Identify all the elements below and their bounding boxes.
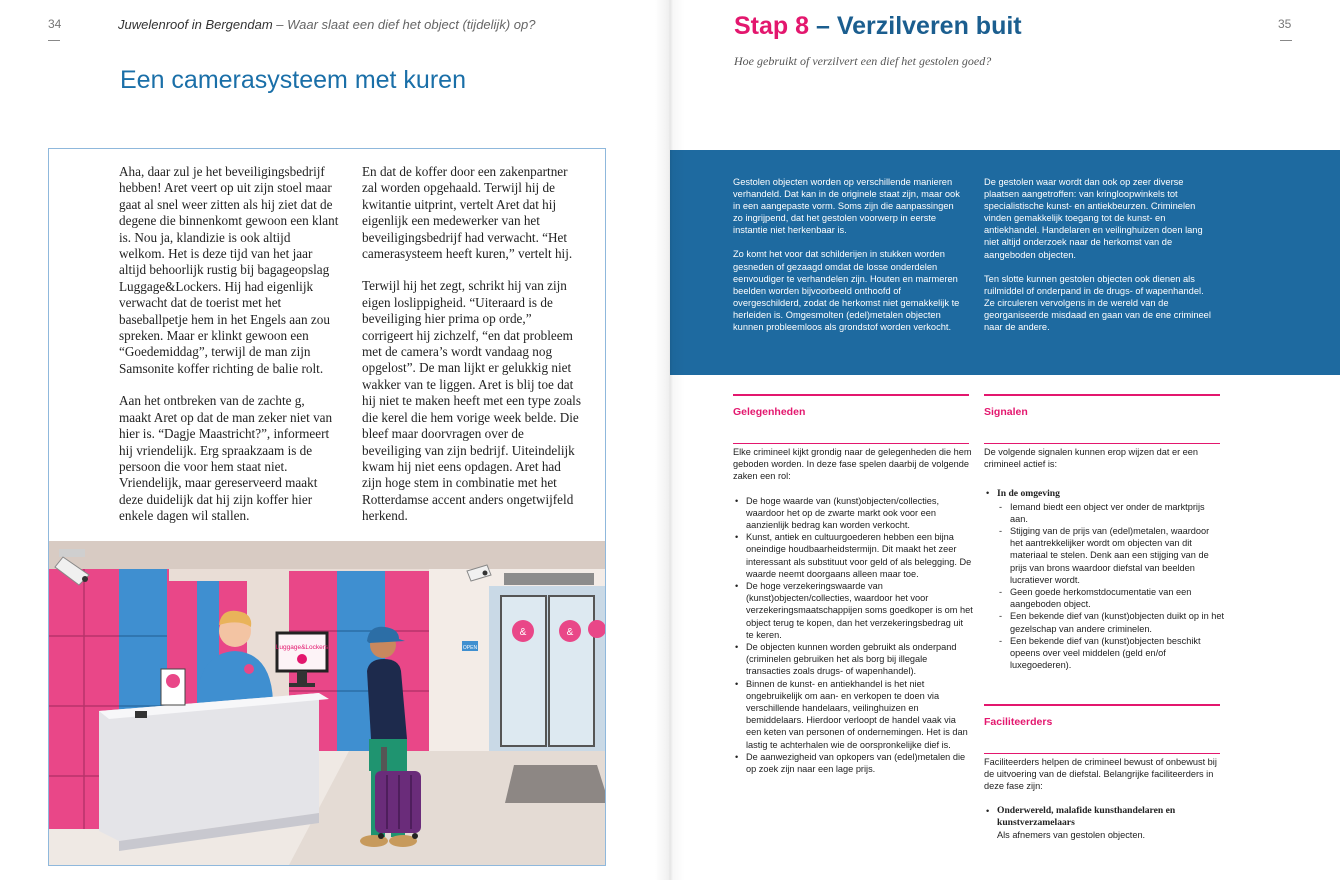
signalen-list — [984, 487, 1224, 671]
story-column-1 — [119, 164, 339, 541]
signalen-sublist — [997, 501, 1224, 672]
svg-text:&: & — [566, 627, 574, 638]
list-item: • Kunst, antiek en cultuurgoederen hebben een bijna oneindige houdbaarheidstermijn. Dit maakt het zeer interessant als substituut voor geld of als belegging. De waarde neemt doorgaans alleen maar toe. — [733, 531, 973, 580]
story-paragraph: Terwijl hij het zegt, schrikt hij van zijn eigen loslippigheid. “Uiteraard is de beveiliging hier prima op orde,” corrigeert hij zichzelf, “en dat probleem met de camera’s wordt vandaag nog opgelost”. De man lijkt er gelukkig niet wakker van te liggen. Aret is blij toe dat hij niet te maken heeft met een type zoals die kerel die hem vorige week belde. Die bleef maar doorvragen over de beveiliging van zijn bedrijf. Uiteindelijk kwam hij niet eens opdagen. Aret had zijn hoge stem in combinatie met het Rotterdamse accent anders ongetwijfeld herkend. — [362, 278, 581, 524]
list-item: - Geen goede herkomstdocumentatie van een aangeboden object. — [997, 586, 1224, 610]
intro-column-2 — [984, 176, 1216, 345]
list-item: • De hoge waarde van (kunst)objecten/collecties, waardoor het op de zwarte markt ook voor een aanzienlijk bedrag kan worden verkocht. — [733, 495, 973, 532]
section-header-gelegenheden — [733, 394, 969, 444]
intro-paragraph: Ten slotte kunnen gestolen objecten ook dienen als ruilmiddel of onderpand in de drugs- of wapenhandel. Ze circuleren vervolgens in de wereld van de georganiseerde misdaad en gaan van de ene crimineel naar de andere. — [984, 273, 1211, 333]
faciliteerder-title: • Onderwereld, malafide kunsthandelaren en kunstverzamelaars — [997, 804, 1176, 828]
section-rule — [733, 394, 969, 396]
list-item: - Stijging van de prijs van (edel)metalen, waardoor het aantrekkelijker wordt om objecten van dit materiaal te stelen. Denk aan een stijging van de prijs van brons waardoor diefstal van beelden lucratiever wordt. — [997, 525, 1224, 586]
step-label: Stap 8 — [734, 12, 810, 40]
section-heading: Faciliteerders — [984, 716, 1053, 728]
page-number-right: 35 — [1278, 17, 1292, 31]
svg-text:OPEN: OPEN — [462, 645, 478, 651]
intro-paragraph: Zo komt het voor dat schilderijen in stukken worden gesneden of gezaagd omdat de losse onderdelen eenvoudiger te verhandelen zijn. Houten en marmeren beelden worden bijvoorbeeld onthoofd of overgeschilderd, zodat de herkomst niet gemakkelijk te herleiden is. Omgesmolten (edel)metalen objecten kunnen probleemloos als grondstof worden verkocht. — [733, 249, 960, 333]
section-header-faciliteerders — [984, 704, 1220, 754]
signalen-group-label: In de omgeving — [997, 488, 1060, 500]
faciliteerders-intro: Faciliteerders helpen de crimineel bewust of onbewust bij de uitvoering van de diefstal. Belangrijke faciliteerders in deze fase zijn: — [984, 757, 1217, 792]
svg-text:Luggage&Lockers: Luggage&Lockers — [275, 644, 329, 651]
gelegenheden-body — [733, 446, 973, 775]
signalen-intro: De volgende signalen kunnen erop wijzen dat er een crimineel actief is: — [984, 447, 1199, 470]
gelegenheden-list — [733, 495, 973, 776]
section-heading: Signalen — [984, 406, 1028, 418]
intro-paragraph: De gestolen waar wordt dan ook op zeer diverse plaatsen aangetroffen: van kringloopwinkels tot specialistische kunst- en antiekbeurzen. Criminelen vinden gemakkelijk toegang tot de kunst- en antiekhandel. Handelaren en veilinghuizen doen lang niet altijd onderzoek naar de herkomst van de aangeboden objecten. — [984, 177, 1203, 260]
page-number-left: 34 — [48, 17, 62, 31]
page-number-rule — [1280, 40, 1292, 41]
faciliteerders-body — [984, 756, 1224, 841]
list-item: • De hoge verzekeringswaarde van (kunst)objecten/collecties, waardoor het voor verzekeringsmaatschappijen soms goedkoper is om het object terug te kopen, dan het verzekeringsbedrag uit te keren. — [733, 580, 973, 641]
signalen-body — [984, 446, 1224, 671]
story-box — [48, 148, 606, 866]
list-item: - Een bekende dief van (kunst)objecten beschikt opeens over veel middelen (geld en/of luxegoederen). — [997, 635, 1224, 672]
faciliteerders-list — [984, 805, 1224, 842]
faciliteerder-text: Als afnemers van gestolen objecten. — [997, 830, 1146, 841]
section-rule — [984, 443, 1220, 444]
list-item — [984, 805, 1224, 842]
section-rule — [984, 753, 1220, 754]
svg-text:&: & — [519, 627, 527, 638]
list-item: - Iemand biedt een object ver onder de marktprijs aan. — [997, 501, 1224, 525]
list-item: • De objecten kunnen worden gebruikt als onderpand (criminelen gebruiken het als borg bij illegale transacties zoals drugs- of wapenhandel). — [733, 641, 973, 678]
story-column-2 — [362, 164, 582, 541]
step-subtitle: Hoe gebruikt of verzilvert een dief het gestolen goed? — [734, 54, 992, 68]
section-title: Een camerasysteem met kuren — [120, 66, 466, 94]
intro-band — [670, 150, 1340, 375]
section-rule — [984, 704, 1220, 706]
running-head-title: Juwelenroof in Bergendam — [118, 17, 273, 32]
step-title-text: – Verzilveren buit — [809, 12, 1022, 40]
section-header-signalen — [984, 394, 1220, 444]
luggage-store-illustration — [49, 541, 605, 865]
list-item — [984, 487, 1224, 671]
running-head — [118, 17, 535, 32]
section-rule — [733, 443, 969, 444]
step-title — [734, 12, 1022, 41]
list-item: - Een bekende dief van (kunst)objecten duikt op in het gezelschap van andere criminelen. — [997, 610, 1224, 634]
running-head-subtitle: – Waar slaat een dief het object (tijdelijk) op? — [272, 17, 536, 32]
page-number-rule — [48, 40, 60, 41]
book-spine-shadow — [655, 0, 685, 880]
section-rule — [984, 394, 1220, 396]
story-paragraph: Aan het ontbreken van de zachte g, maakt Aret op dat de man zeker niet van hier is. “Dagje Maastricht?”, informeert hij vriendelijk. Erg spraakzaam is de persoon die voor hem staat niet. Vriendelijk, maar gereserveerd maakt deze duidelijk dat hij zijn koffer hier enkele dagen wil stallen. — [119, 393, 333, 524]
section-heading: Gelegenheden — [733, 406, 806, 418]
intro-paragraph: Gestolen objecten worden op verschillende manieren verhandeld. Dat kan in de originele staat zijn, maar ook in een aangepaste vorm. Soms zijn die aanpassingen zo ingrijpend, dat het gestolen voorwerp in eerste instantie niet herkenbaar is. — [733, 177, 960, 236]
story-paragraph: En dat de koffer door een zakenpartner zal worden opgehaald. Terwijl hij de kwitantie uitprint, vertelt Aret dat hij eigenlijk een medewerker van het beveiligingsbedrijf had verwacht. “Het camerasysteem heeft kuren,” vertelt hij. — [362, 164, 573, 262]
right-page — [670, 0, 1340, 880]
list-item: • De aanwezigheid van opkopers van (edel)metalen die op zoek zijn naar een lage prijs. — [733, 751, 973, 775]
gelegenheden-intro: Elke crimineel kijkt grondig naar de gelegenheden die hem geboden worden. In deze fase spelen daarbij de volgende zaken een rol: — [733, 447, 972, 482]
intro-column-1 — [733, 176, 965, 345]
list-item: • Binnen de kunst- en antiekhandel is het niet ongebruikelijk om aan- en verkopen te doen via verschillende handelaars, veilinghuizen en bemiddelaars. Hierdoor verloopt de handel vaak via een keten van personen of ondernemingen. Het is dan lastig te achterhalen wie de oorspronkelijke dief is. — [733, 678, 973, 751]
story-paragraph: Aha, daar zul je het beveiligingsbedrijf hebben! Aret veert op uit zijn stoel maar gaat al snel weer zitten als hij ziet dat de degene die binnenkomt gewoon een klant is. Nou ja, klandizie is ook altijd welkom. Het is deze tijd van het jaar altijd behoorlijk rustig bij bagageopslag Luggage&Lockers. Hij had eigenlijk verwacht dat de toerist met het baseballpetje hem in het Engels aan zou spreken. Maar er klinkt gewoon een “Goedemiddag”, terwijl de man zijn Samsonite koffer richting de balie rolt. — [119, 164, 339, 376]
